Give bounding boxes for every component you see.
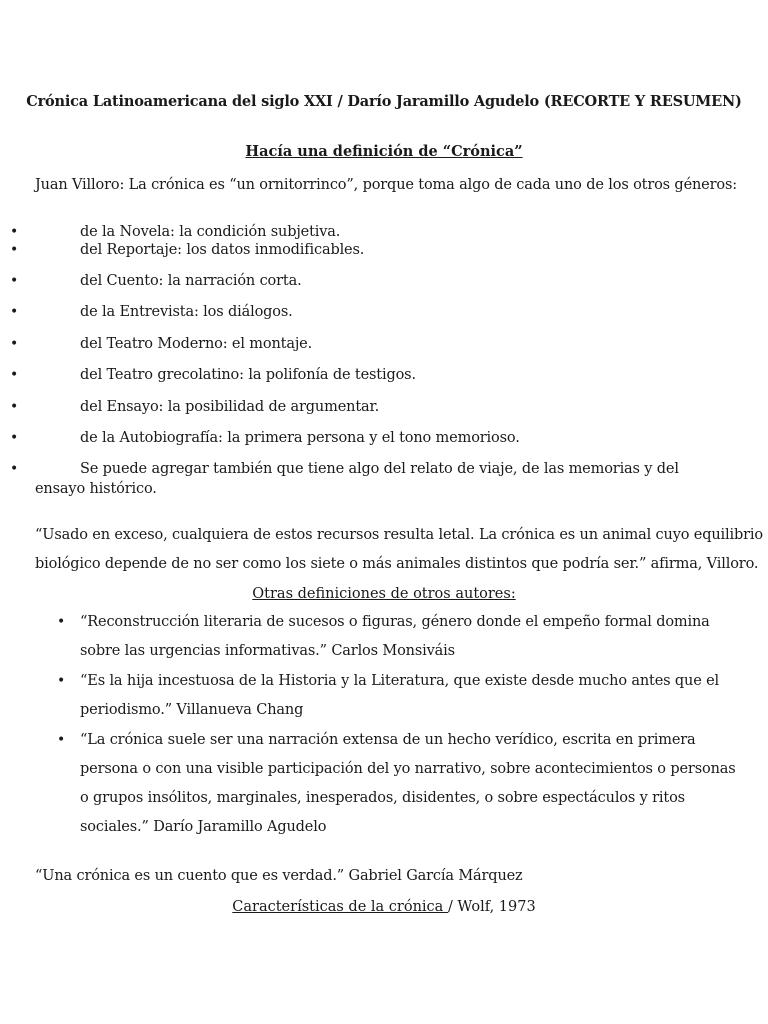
bullet-icon: • xyxy=(10,304,19,320)
definition-item-villanueva: “Es la hija incestuosa de la Historia y la Literatura, que existe desde mucho antes que el periodismo.” Villanueva Chang xyxy=(80,673,720,718)
list-item-text: de la Autobiografía: la primera persona y el tono memorioso. xyxy=(80,430,520,446)
bullet-icon: • xyxy=(10,399,19,415)
bullet-icon: • xyxy=(10,461,19,477)
villoro-quote-line2: biológico depende de no ser como los siete o más animales distintos que podría ser.” afirma, Villoro. xyxy=(35,556,759,572)
bullet-icon: • xyxy=(57,614,66,630)
list-item-text: de la Novela: la condición subjetiva. xyxy=(80,224,341,240)
intro-paragraph: Juan Villoro: La crónica es “un ornitorrinco”, porque toma algo de cada uno de los otros géneros: xyxy=(35,177,738,193)
section-heading: Hacía una definición de “Crónica” xyxy=(245,143,523,160)
garcia-marquez-quote: “Una crónica es un cuento que es verdad.” Gabriel García Márquez xyxy=(35,868,523,884)
bullet-icon: • xyxy=(10,242,19,258)
bullet-icon: • xyxy=(10,430,19,446)
list-item-text: del Cuento: la narración corta. xyxy=(80,273,302,289)
bullet-icon: • xyxy=(57,673,66,689)
definition-item-jaramillo: “La crónica suele ser una narración extensa de un hecho verídico, escrita en primera persona o con una visible participación del yo narrativo, sobre acontecimientos o personas o grupos insólitos, marginales, inesperados, disidentes, o sobre espectáculos y ritos sociales.” Darío Jaramillo Agudelo xyxy=(80,732,736,835)
characteristics-heading xyxy=(0,897,768,917)
villoro-quote-line1: “Usado en exceso, cualquiera de estos recursos resulta letal. La crónica es un animal cuyo equilibrio xyxy=(35,527,763,543)
list-item-text: de la Entrevista: los diálogos. xyxy=(80,304,293,320)
bullet-icon: • xyxy=(10,273,19,289)
characteristics-heading-source: / Wolf, 1973 xyxy=(447,899,536,915)
list-item-text: Se puede agregar también que tiene algo del relato de viaje, de las memorias y del ensayo histórico. xyxy=(35,461,679,497)
other-definitions-heading: Otras definiciones de otros autores: xyxy=(252,586,516,602)
list-item-text: del Ensayo: la posibilidad de argumentar. xyxy=(80,399,380,415)
bullet-icon: • xyxy=(10,367,19,383)
bullet-icon: • xyxy=(57,732,66,748)
characteristics-heading-underlined: Características de la crónica xyxy=(232,899,448,915)
list-item-text: del Reportaje: los datos inmodificables. xyxy=(80,242,365,258)
list-item-text: del Teatro grecolatino: la polifonía de testigos. xyxy=(80,367,416,383)
document-title: Crónica Latinoamericana del siglo XXI / Darío Jaramillo Agudelo (RECORTE Y RESUMEN) xyxy=(26,93,742,110)
list-item-text: del Teatro Moderno: el montaje. xyxy=(80,336,313,352)
bullet-icon: • xyxy=(10,336,19,352)
definition-item-monsivais: “Reconstrucción literaria de sucesos o figuras, género donde el empeño formal domina sobre las urgencias informativas.” Carlos Monsiváis xyxy=(80,614,710,659)
bullet-icon: • xyxy=(10,224,19,240)
